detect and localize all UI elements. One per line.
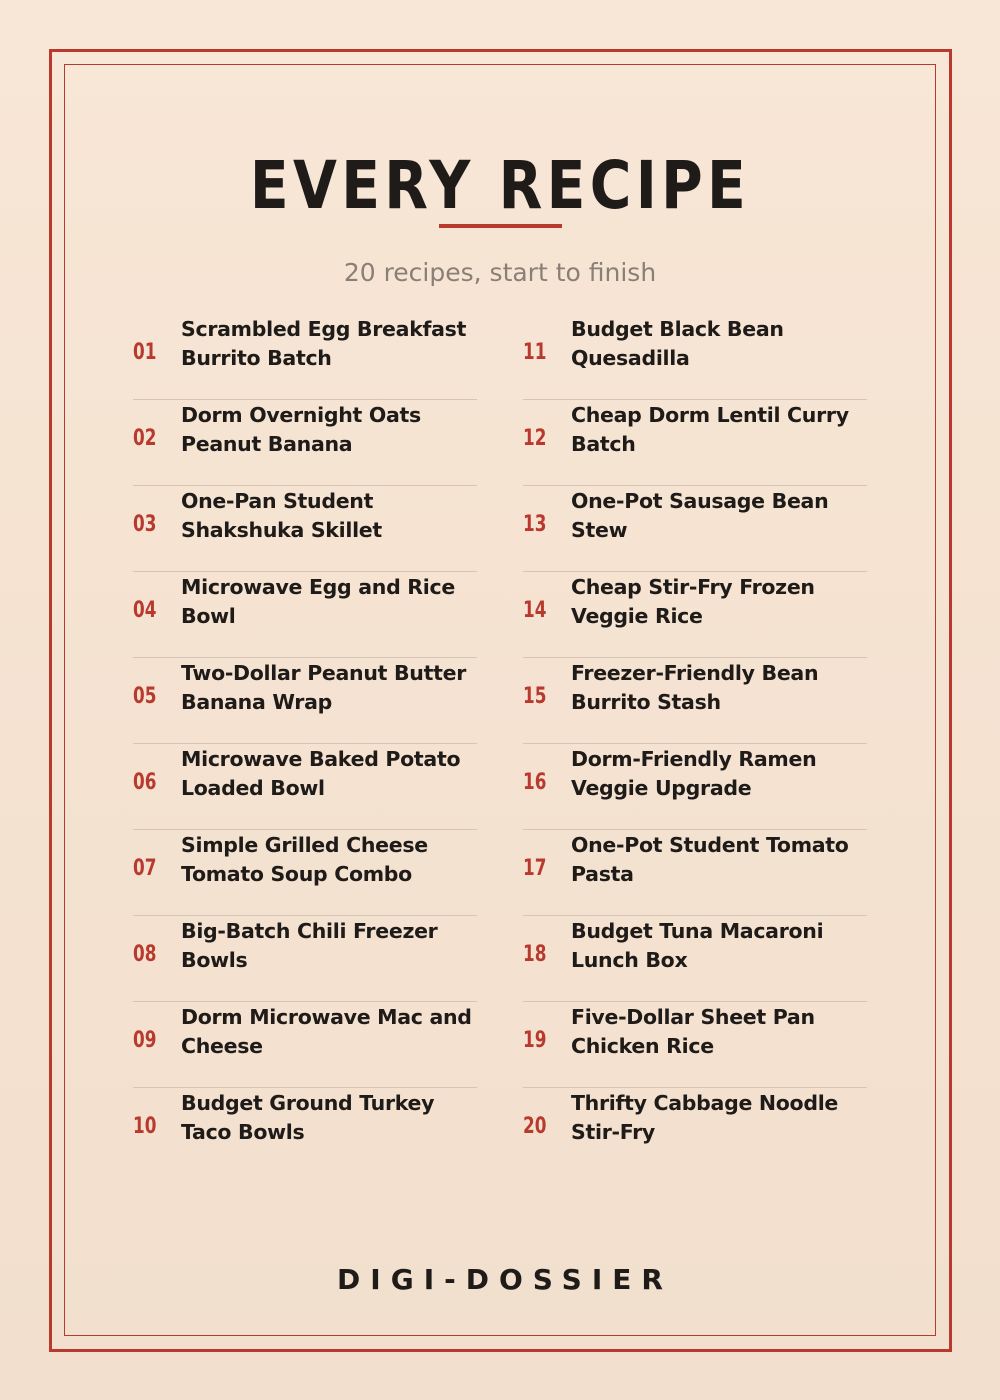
recipe-item-16[interactable]	[523, 744, 867, 830]
recipe-item-11[interactable]	[523, 314, 867, 400]
page-subtitle: 20 recipes, start to finish	[343, 258, 657, 287]
recipe-item-09[interactable]	[133, 1002, 477, 1088]
recipe-item-12[interactable]	[523, 400, 867, 486]
recipe-item-06[interactable]	[133, 744, 477, 830]
recipe-name: Budget Ground Turkey Taco Bowls	[181, 1091, 435, 1144]
recipe-item-17[interactable]	[523, 830, 867, 916]
title-underline	[439, 224, 562, 228]
recipe-number: 16	[523, 769, 547, 795]
recipe-name: Cheap Dorm Lentil Curry Batch	[571, 403, 849, 456]
recipe-name: Freezer-Friendly Bean Burrito Stash	[571, 661, 819, 714]
recipe-item-08[interactable]	[133, 916, 477, 1002]
recipe-number: 13	[523, 511, 547, 537]
recipe-item-18[interactable]	[523, 916, 867, 1002]
recipe-item-01[interactable]	[133, 314, 477, 400]
recipe-item-19[interactable]	[523, 1002, 867, 1088]
recipe-name: Cheap Stir-Fry Frozen Veggie Rice	[571, 575, 815, 628]
recipe-number: 15	[523, 683, 547, 709]
recipe-name: Two-Dollar Peanut Butter Banana Wrap	[181, 661, 467, 714]
recipe-name: Five-Dollar Sheet Pan Chicken Rice	[571, 1005, 815, 1058]
recipe-name: Big-Batch Chili Freezer Bowls	[181, 919, 438, 972]
recipe-number: 07	[133, 855, 157, 881]
recipe-item-10[interactable]	[133, 1088, 477, 1173]
recipe-name: Thrifty Cabbage Noodle Stir-Fry	[571, 1091, 839, 1144]
recipe-number: 01	[133, 339, 157, 365]
recipe-list-right	[523, 314, 867, 1173]
recipe-name: Dorm Microwave Mac and Cheese	[181, 1005, 472, 1058]
recipe-name: One-Pot Student Tomato Pasta	[571, 833, 849, 886]
recipe-number: 14	[523, 597, 547, 623]
recipe-number: 09	[133, 1027, 157, 1053]
recipe-name: One-Pot Sausage Bean Stew	[571, 489, 829, 542]
recipe-item-20[interactable]	[523, 1088, 867, 1173]
recipe-item-07[interactable]	[133, 830, 477, 916]
recipe-list-left	[133, 314, 477, 1173]
recipe-name: Budget Tuna Macaroni Lunch Box	[571, 919, 824, 972]
recipe-number: 08	[133, 941, 157, 967]
recipe-number: 04	[133, 597, 157, 623]
recipe-number: 05	[133, 683, 157, 709]
recipe-number: 20	[523, 1113, 547, 1139]
recipe-number: 17	[523, 855, 547, 881]
recipe-item-15[interactable]	[523, 658, 867, 744]
page-title: EVERY RECIPE	[249, 147, 751, 224]
recipe-name: Simple Grilled Cheese Tomato Soup Combo	[181, 833, 428, 886]
brand-footer: DIGI-DOSSIER	[337, 1263, 673, 1296]
recipe-number: 06	[133, 769, 157, 795]
recipe-number: 10	[133, 1113, 157, 1139]
recipe-name: Dorm-Friendly Ramen Veggie Upgrade	[571, 747, 817, 800]
recipe-item-02[interactable]	[133, 400, 477, 486]
recipe-number: 11	[523, 339, 547, 365]
recipe-number: 02	[133, 425, 157, 451]
recipe-number: 18	[523, 941, 547, 967]
recipe-name: Budget Black Bean Quesadilla	[571, 317, 784, 370]
recipe-item-05[interactable]	[133, 658, 477, 744]
recipe-item-03[interactable]	[133, 486, 477, 572]
recipe-number: 12	[523, 425, 547, 451]
recipe-number: 03	[133, 511, 157, 537]
recipe-name: Scrambled Egg Breakfast Burrito Batch	[181, 317, 467, 370]
recipe-name: Dorm Overnight Oats Peanut Banana	[181, 403, 421, 456]
recipe-name: Microwave Baked Potato Loaded Bowl	[181, 747, 461, 800]
recipe-name: Microwave Egg and Rice Bowl	[181, 575, 455, 628]
recipe-number: 19	[523, 1027, 547, 1053]
recipe-name: One-Pan Student Shakshuka Skillet	[181, 489, 382, 542]
recipe-item-13[interactable]	[523, 486, 867, 572]
recipe-item-14[interactable]	[523, 572, 867, 658]
recipe-item-04[interactable]	[133, 572, 477, 658]
